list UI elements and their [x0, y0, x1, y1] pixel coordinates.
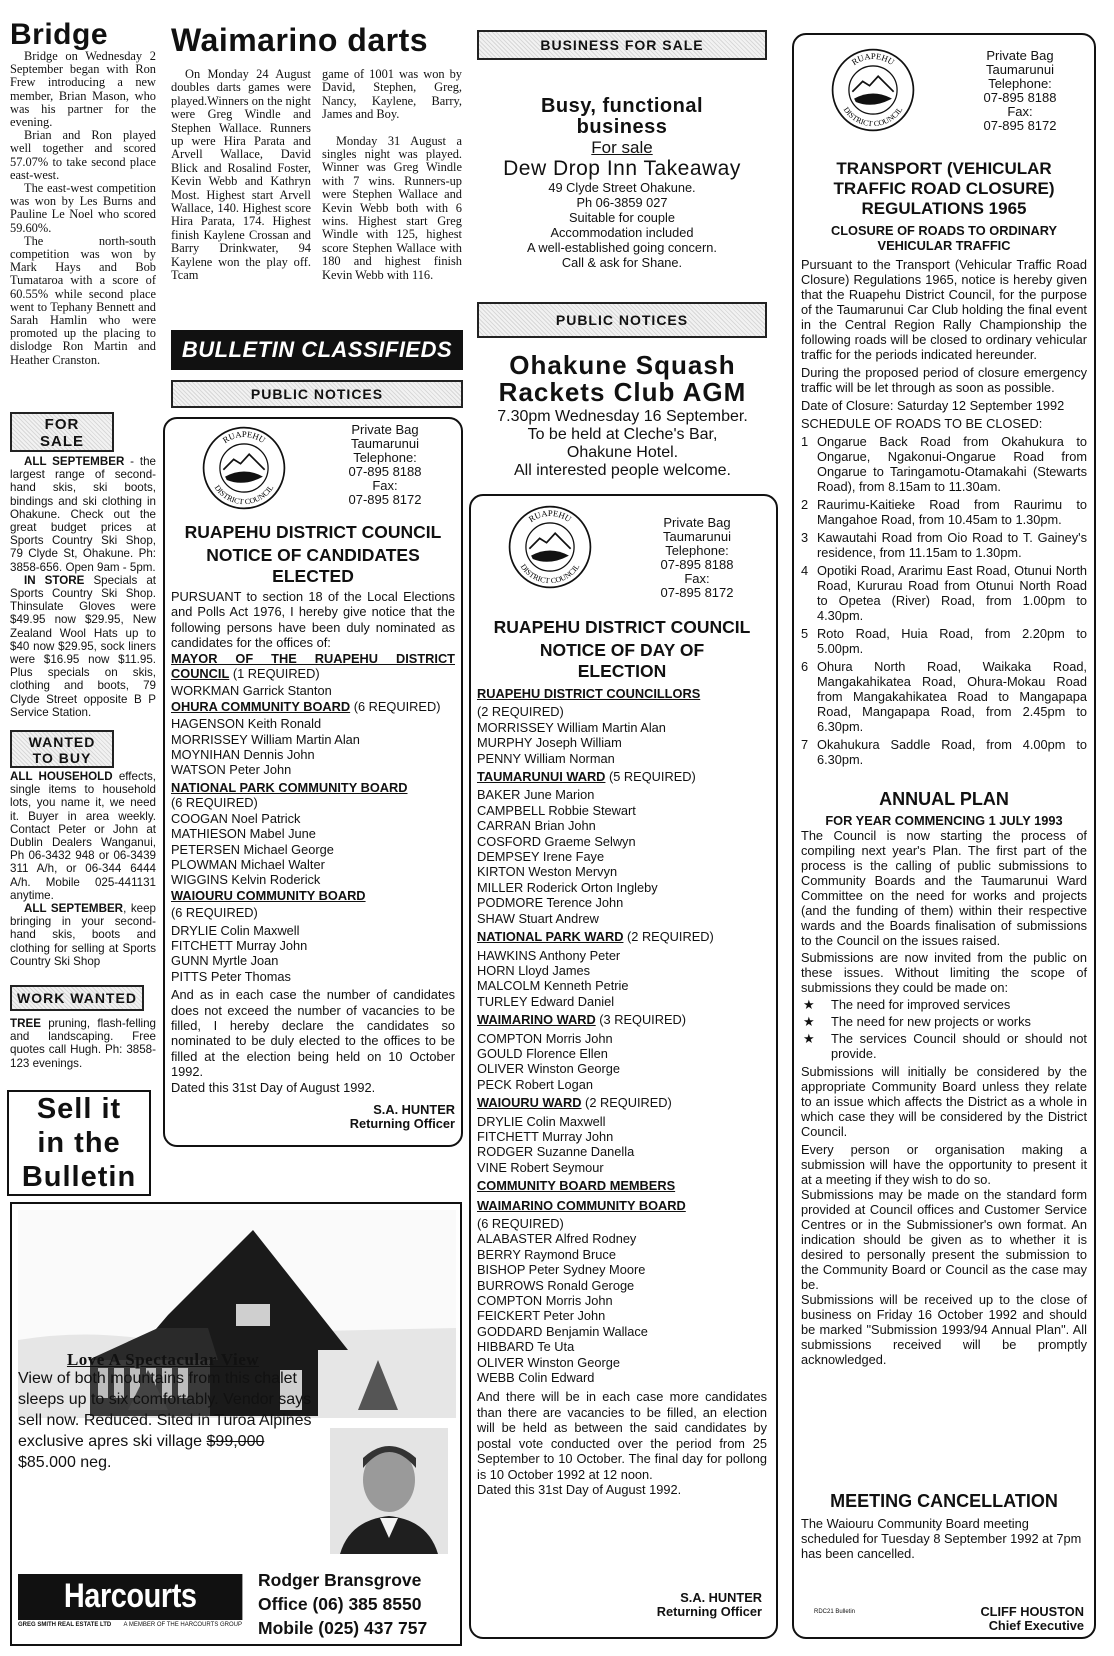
plan-paragraph: Submissions are now invited from the public on these issues. Without limiting the scope of submissions they could be made on:	[801, 950, 1087, 995]
required-count: (2 REQUIRED)	[623, 929, 714, 945]
road-number: 4	[801, 563, 809, 578]
signer-name: CLIFF HOUSTON	[980, 1604, 1084, 1619]
candidate-name: GUNN Myrtle Joan	[171, 953, 279, 969]
agent-mobile-phone: Mobile (025) 437 757	[258, 1618, 428, 1638]
promo-line: Sell it	[36, 1093, 122, 1125]
candidate-name: FITCHETT Murray John	[477, 1128, 614, 1144]
required-count: (5 REQUIRED)	[605, 769, 696, 785]
required-count: (6 REQUIRED)	[171, 795, 258, 811]
council-contact	[960, 49, 1080, 133]
squash-line: 7.30pm Wednesday 16 September.	[497, 408, 748, 425]
section-heading	[171, 780, 455, 795]
council-logo	[830, 47, 916, 138]
candidate-name: BISHOP Peter Sydney Moore	[477, 1262, 646, 1278]
squash-title: Ohakune Squash	[509, 350, 736, 380]
road-text: Ohura North Road, Waikaka Road, Mangakahikatea Road, Ohura-Mokau Road from Mangakahikatea Road to Mangapapa Road, Mangapapa Road, from 2.45pm to 6.30pm.	[817, 659, 1087, 734]
classified-text: pruning, flash-felling and landscaping. Free quotes call Hugh. Ph: 3858-123 evenings.	[10, 1017, 156, 1070]
required-count: (2 REQUIRED)	[581, 1095, 672, 1111]
business-line: Call & ask for Shane.	[561, 255, 683, 270]
traffic-paragraph: During the proposed period of closure emergency traffic will be let through as soon as possible.	[801, 365, 1087, 395]
logo-bottom-text: DISTRICT COUNCIL	[212, 483, 276, 507]
candidate-name: KIRTON Weston Mervyn	[477, 864, 618, 880]
section-heading	[171, 651, 455, 682]
meeting-cancellation-text: The Waiouru Community Board meeting scheduled for Tuesday 8 September 1992 at 7pm has been cancelled.	[801, 1516, 1082, 1561]
logo-top-text: RUAPEHU	[526, 508, 574, 525]
road-item	[801, 626, 1087, 656]
candidate-name: CAMPBELL Robbie Stewart	[477, 802, 636, 818]
classified-text: Specials at Sports Country Ski Shop. Thinsulate Gloves were $49.95 now $29.95, New Zealand Wool Hats up to $40 now $29.95, sock liners were $16.95 now $11.95. Plus specials on skis, clothing and boots, 79 Clyde Street opposite B P Service Station.	[10, 573, 157, 719]
plan-paragraph: The Council is now starting the process of compiling next year's Plan. The first part of the process is the calling of public submissions to Community Boards and the Taumarunui Ward Committee on the need for works and projects (and the funding of them) within their respective wards and the Boards finalisation of submissions to the Council on the issues raised.	[801, 828, 1087, 948]
logo-top-text: RUAPEHU	[220, 429, 268, 446]
classified-ad	[10, 770, 156, 902]
council-logo-icon	[507, 504, 593, 590]
section-heading	[477, 686, 767, 701]
section-heading	[477, 1012, 767, 1027]
old-price: $99,000	[206, 1433, 265, 1450]
road-number: 7	[801, 737, 809, 752]
squash-title: Rackets Club AGM	[498, 377, 747, 407]
candidate-name: WIGGINS Kelvin Roderick	[171, 872, 321, 888]
contact-line: Telephone:	[665, 543, 729, 558]
notice-closing: And as in each case the number of candidates does not exceed the number of vacancies to be filled, I hereby declare the candidates so nominated to be duly elected to the offices to be filled at the election being held on 10 October 1992.	[171, 987, 455, 1080]
candidate-name: COMPTON Morris John	[477, 1293, 613, 1309]
candidate-name: OLIVER Winston George	[477, 1354, 620, 1370]
classified-ad	[10, 574, 156, 719]
bridge-paragraph: Brian and Ron played well together and scored 57.07% to take second place east-west.	[10, 128, 156, 182]
candidate-name: COSFORD Graeme Selwyn	[477, 833, 636, 849]
classified-text: effects, single items to household lots, you name it, we need it. Buyer in area weekly. Contact Peter or John at Dublin Dealers Wanganui, Ph 06-3432 948 or 06-3439 311 A/h, or 06-344 6444 A/h. Mobile 025-441131 anytime.	[10, 770, 157, 902]
candidate-name: MILLER Roderick Orton Ingleby	[477, 879, 658, 895]
section-heading-text: OHURA COMMUNITY BOARD	[171, 698, 351, 714]
traffic-paragraph: Pursuant to the Transport (Vehicular Traffic Road Closure) Regulations 1965, notice is hereby given that the Ruapehu District Council, for the purpose of the Taumarunui Car Club holding the final event in the Central Region Rally Championship the following roads will be closed to ordinary vehicular traffic for the periods indicated hereunder.	[801, 257, 1087, 362]
darts-headline: Waimarino darts	[171, 22, 429, 58]
for-sale-label	[10, 412, 114, 452]
classified-ad	[10, 455, 156, 574]
notice-closing: And there will be in each case more candidates than there are vacancies to be filled, an election will be held as between the said candidates by postal vote conducted over the period from 25 September to 10 October. The final day for pollong is 10 October 1992 at 12 noon.	[477, 1389, 767, 1482]
candidate-name: TURLEY Edward Daniel	[477, 993, 615, 1009]
promo-line: in the	[37, 1127, 121, 1159]
plan-paragraph: Submissions may be made on the standard form provided at Council offices and Customer Service Centres or in the Submissioner's own format. An indication should be given as to whether it is desired to personally present the submission to the Community Board or Council as the case may be.	[801, 1187, 1087, 1292]
road-item	[801, 659, 1087, 734]
notice-day-of-election	[469, 494, 778, 1639]
candidate-name: WATSON Peter John	[171, 762, 292, 778]
section-heading-text: WAIOURU WARD	[477, 1095, 582, 1111]
darts-paragraph: game of 1001 was won by David, Stephen, Greg, Nancy, Kaylene, Barry, James and Boy.	[322, 67, 462, 122]
classified-lead: ALL SEPTEMBER	[24, 902, 124, 916]
plan-bullet	[801, 1031, 1087, 1061]
section-heading-text: MAYOR OF THE RUAPEHU DISTRICT COUNCIL	[171, 650, 455, 682]
plan-paragraph: Submissions will initially be considered by the appropriate Community Board unless they relate to an issue which affects the District as a whole in which case they will be considered by the District Council.	[801, 1064, 1087, 1139]
road-number: 2	[801, 497, 809, 512]
candidate-name: PENNY William Norman	[477, 750, 615, 766]
candidate-name: SHAW Stuart Andrew	[477, 910, 599, 926]
road-item	[801, 434, 1087, 494]
plan-bullet	[801, 1014, 1087, 1029]
classified-lead: ALL HOUSEHOLD	[10, 770, 113, 783]
candidate-name: GOULD Florence Ellen	[477, 1045, 608, 1061]
notice-title: NOTICE OF DAY OF ELECTION	[539, 640, 705, 681]
candidate-name: BURROWS Ronald Geroge	[477, 1277, 635, 1293]
plan-bullet-text: The services Council should or should not provide.	[831, 1031, 1087, 1061]
council-notices-traffic-annual-plan	[792, 33, 1096, 1639]
candidate-name: WORKMAN Garrick Stanton	[171, 683, 332, 699]
star-icon: ★	[803, 1014, 815, 1029]
section-heading	[477, 1178, 767, 1193]
for-sale-label-line: SALE	[39, 433, 84, 450]
council-logo	[507, 504, 593, 595]
contact-line: 07-895 8172	[983, 118, 1057, 133]
classified-lead: IN STORE	[24, 573, 85, 587]
required-count: (2 REQUIRED)	[477, 704, 564, 720]
candidate-name: PLOWMAN Michael Walter	[171, 856, 325, 872]
logo-bottom-text: DISTRICT COUNCIL	[841, 105, 905, 129]
candidate-name: HAWKINS Anthony Peter	[477, 947, 621, 963]
star-icon: ★	[803, 1031, 815, 1046]
candidate-name: DEMPSEY Irene Faye	[477, 849, 605, 865]
road-text: Raurimu-Kaitieke Road from Raurimu to Mangahoe Road, from 10.45am to 1.30pm.	[817, 497, 1087, 527]
harcourts-logo: Harcourts	[18, 1574, 242, 1620]
candidate-name: MALCOLM Kenneth Petrie	[477, 978, 629, 994]
work-wanted-ads	[10, 1017, 156, 1070]
candidate-name: MATHIESON Mabel June	[171, 826, 316, 842]
bridge-paragraph: The north-south competition was won by Mark Hays and Bob Tumataroa with a score of 60.55% while second place went to Tephany Bennett and Sarah Hamlin who were promoted up the placing to dislodge Ron Martin and Heather Cranston.	[10, 233, 156, 367]
section-heading	[477, 1198, 767, 1213]
candidate-name: DRYLIE Colin Maxwell	[477, 1113, 606, 1129]
road-text: Opotiki Road, Ararimu East Road, Otunui North Road, Kururau Road from Otunui North Road to Opetea (River) Road, from 1.00pm to 4.30pm.	[817, 563, 1087, 623]
meeting-cancellation-title: MEETING CANCELLATION	[830, 1491, 1058, 1511]
required-count: (1 REQUIRED)	[229, 666, 320, 682]
candidate-name: RODGER Suzanne Danella	[477, 1144, 635, 1160]
road-text: Ongarue Back Road from Okahukura to Ongarue, Ngakonui-Ongarue Road from Ongarue to Taringamotu-Otamakahi (Stewarts Road), from 8.15am to 11.30am.	[817, 434, 1087, 494]
section-heading-text: WAIMARINO WARD	[477, 1012, 596, 1028]
road-item	[801, 737, 1087, 767]
candidate-name: GODDARD Benjamin Wallace	[477, 1323, 648, 1339]
darts-paragraph: Monday 31 August a singles night was played. Winner was Greg Windle with 7 wins. Runners-up were Stephen Wallace and Kevin Webb both with 6 wins. Highest start Greg Windle with 125, highest score Stephen Wallace with 180 and highest finish Kevin Webb with 116.	[322, 133, 462, 282]
candidate-name: CARRAN Brian John	[477, 818, 596, 834]
agent-name: Rodger Bransgrove	[258, 1570, 422, 1590]
for-sale-ads	[10, 455, 156, 719]
section-heading	[477, 1095, 767, 1110]
road-number: 6	[801, 659, 809, 674]
candidate-name: MORRISSEY William Martin Alan	[171, 731, 360, 747]
classified-text: - the largest range of second-hand skis, ski boots, bindings and ski clothing in Ohakune. Check out the great budget prices at Sports Country Ski Shop, 79 Clyde St, Ohakune. Ph: 3858-656. Open 9am - 5pm.	[10, 455, 156, 574]
candidate-name: FITCHETT Murray John	[171, 937, 308, 953]
candidate-name: MORRISSEY William Martin Alan	[477, 719, 666, 735]
contact-line: Taumarunui	[986, 62, 1054, 77]
brand-subtitle: GREG SMITH REAL ESTATE LTD	[18, 1622, 112, 1628]
plan-paragraph: Every person or organisation making a submission will have the opportunity to present it at a meeting if they wish to do so.	[801, 1142, 1087, 1187]
contact-line: Fax:	[372, 478, 398, 493]
candidate-name: HIBBARD Te Uta	[477, 1339, 575, 1355]
star-icon: ★	[803, 997, 815, 1012]
traffic-title: TRANSPORT (VEHICULAR TRAFFIC ROAD CLOSURE) REGULATIONS 1965	[833, 159, 1055, 218]
notice-candidates-elected	[163, 417, 463, 1147]
agent-portrait-icon	[330, 1428, 448, 1554]
candidate-name: PETERSEN Michael George	[171, 841, 334, 857]
business-line: 49 Clyde Street Ohakune.	[548, 180, 696, 195]
business-line: Suitable for couple	[569, 210, 675, 225]
traffic-paragraph: Date of Closure: Saturday 12 September 1992	[801, 398, 1065, 413]
road-text: Roto Road, Huia Road, from 2.20pm to 5.00pm.	[817, 626, 1087, 656]
candidate-name: OLIVER Winston George	[477, 1061, 620, 1077]
classified-text: , keep bringing in your second-hand skis, boots and clothing for selling at Sports Country Ski Shop	[10, 902, 156, 968]
ad-body	[18, 1368, 318, 1473]
signer-title: Chief Executive	[988, 1618, 1084, 1633]
plan-bullet	[801, 997, 1087, 1012]
candidate-name: COOGAN Noel Patrick	[171, 810, 301, 826]
road-number: 3	[801, 530, 809, 545]
squash-line: Ohakune Hotel.	[566, 444, 679, 461]
plan-bullet-text: The need for improved services	[831, 997, 1011, 1012]
section-heading	[477, 769, 767, 784]
bridge-article	[10, 50, 156, 367]
public-notices-label: PUBLIC NOTICES	[171, 380, 463, 408]
signer-title: Returning Officer	[656, 1604, 762, 1619]
business-line: Accommodation included	[550, 225, 694, 240]
candidate-name: PODMORE Terence John	[477, 895, 624, 911]
plan-paragraph: Submissions will be received up to the close of business on Friday 16 October 1992 and should be marked "Submission 1993/94 Annual Plan". All submissions received will be promptly acknowledged.	[801, 1292, 1087, 1367]
contact-line: Private Bag	[986, 48, 1054, 63]
council-name: RUAPEHU DISTRICT COUNCIL	[493, 617, 751, 637]
wanted-label-line: WANTED	[28, 734, 96, 750]
darts-article-col2	[322, 68, 462, 282]
contact-line: Fax:	[684, 571, 710, 586]
contact-line: Private Bag	[663, 515, 731, 530]
contact-line: Telephone:	[353, 450, 417, 465]
ad-description: View of both mountains from this chalet sleeps up to six comfortably. Vendor says sell now. Reduced. Sited in Turoa Alpines exclusive apres ski village	[18, 1370, 312, 1450]
candidate-name: PECK Robert Logan	[477, 1076, 593, 1092]
traffic-subtitle: CLOSURE OF ROADS TO ORDINARY VEHICULAR TRAFFIC	[830, 223, 1058, 253]
classifieds-banner: BULLETIN CLASSIFIEDS	[171, 330, 463, 370]
section-heading-text: WAIOURU COMMUNITY BOARD	[171, 887, 366, 903]
agent-photo	[330, 1428, 448, 1554]
council-logo-icon	[830, 47, 916, 133]
real-estate-ad	[10, 1202, 462, 1646]
road-item	[801, 530, 1087, 560]
darts-paragraph: On Monday 24 August doubles darts games were played.Winners on the night were Greg Windle and Stephen Wallace. Runners up were Hira Parata and Arvell Wallace, David Blick and Rosalind Foster, Kevin Webb and Kathryn Most. Highest start Arvell Wallace, 140. Highest score Hira Parata, 174. Highest finish Kaylene Crossan and Barry Drinkwater, 94 Kaylene won the play off. Tcam	[171, 67, 311, 283]
required-count: (3 REQUIRED)	[595, 1012, 687, 1028]
contact-line: Taumarunui	[351, 436, 419, 451]
section-heading	[477, 929, 767, 944]
section-heading	[171, 699, 455, 714]
council-name: RUAPEHU DISTRICT COUNCIL	[184, 522, 442, 542]
ad-code: RDC21 Bulletin	[814, 1609, 856, 1615]
section-heading-text: NATIONAL PARK COMMUNITY BOARD	[171, 779, 408, 795]
required-count: (6 REQUIRED)	[477, 1216, 564, 1231]
classified-ad	[10, 1017, 156, 1070]
work-wanted-label: WORK WANTED	[10, 985, 144, 1011]
council-contact	[637, 516, 757, 600]
candidate-name: MURPHY Joseph William	[477, 735, 622, 751]
business-name: Dew Drop Inn Takeaway	[503, 157, 741, 180]
business-headline: Busy, functional business	[540, 95, 704, 138]
contact-line: 07-895 8172	[660, 585, 734, 600]
bridge-paragraph: Bridge on Wednesday 2 September began with Ron Frew introducing a new member, Brian Mason, who was his partner for the evening.	[10, 49, 156, 130]
wanted-label-line: TO BUY	[32, 750, 92, 766]
council-contact	[325, 423, 445, 507]
roads-list	[801, 434, 1087, 767]
road-text: Kawautahi Road from Oio Road to T. Gainey's residence, from 11.15am to 1.30pm.	[817, 530, 1087, 560]
brand-note: A MEMBER OF THE HARCOURTS GROUP	[123, 1622, 242, 1628]
ad-headline: Love A Spectacular View	[66, 1350, 260, 1369]
business-line: A well-established going concern.	[527, 240, 717, 255]
contact-line: 07-895 8172	[348, 492, 422, 507]
candidate-name: BAKER June Marion	[477, 787, 595, 803]
business-line: Ph 06-3859 027	[576, 195, 668, 210]
signer-name: S.A. HUNTER	[373, 1102, 455, 1117]
candidate-name: HORN Lloyd James	[477, 962, 591, 978]
classified-lead: ALL SEPTEMBER	[24, 455, 125, 468]
section-heading-text: COMMUNITY BOARD MEMBERS	[477, 1178, 676, 1194]
required-count: (6 REQUIRED)	[171, 905, 258, 921]
schedule-heading: SCHEDULE OF ROADS TO BE CLOSED:	[801, 416, 1043, 431]
road-item	[801, 563, 1087, 623]
bridge-paragraph: The east-west competition was won by Les Burns and Pauline Le Noel who scored 59.60%.	[10, 181, 156, 235]
logo-top-text: RUAPEHU	[849, 51, 897, 68]
candidate-name: DRYLIE Colin Maxwell	[171, 922, 300, 938]
candidate-name: WEBB Colin Edward	[477, 1370, 595, 1386]
annual-plan-title: ANNUAL PLAN	[879, 789, 1009, 809]
section-heading-text: NATIONAL PARK WARD	[477, 929, 624, 945]
candidate-name: MOYNIHAN Dennis John	[171, 747, 315, 763]
contact-line: 07-895 8188	[983, 90, 1057, 105]
candidate-name: FEICKERT Peter John	[477, 1308, 606, 1324]
road-text: Okahukura Saddle Road, from 4.00pm to 6.30pm.	[817, 737, 1087, 767]
public-notices-label: PUBLIC NOTICES	[477, 302, 767, 338]
road-number: 5	[801, 626, 809, 641]
candidate-name: ALABASTER Alfred Rodney	[477, 1231, 637, 1247]
logo-bottom-text: DISTRICT COUNCIL	[518, 562, 582, 586]
signer-title: Returning Officer	[349, 1116, 455, 1131]
candidate-name: BERRY Raymond Bruce	[477, 1246, 616, 1262]
candidate-name: COMPTON Morris John	[477, 1030, 613, 1046]
contact-line: Telephone:	[988, 76, 1052, 91]
section-heading-text: TAUMARUNUI WARD	[477, 769, 606, 785]
new-price: $85.000 neg.	[18, 1454, 112, 1471]
council-logo	[201, 425, 287, 516]
wanted-to-buy-label	[10, 730, 114, 768]
road-number: 1	[801, 434, 809, 449]
signer-name: S.A. HUNTER	[680, 1590, 762, 1605]
contact-line: Private Bag	[351, 422, 419, 437]
notice-dated: Dated this 31st Day of August 1992.	[171, 1079, 376, 1095]
agent-office-phone: Office (06) 385 8550	[258, 1594, 422, 1614]
promo-line: Bulletin	[21, 1161, 137, 1193]
business-subhead: For sale	[591, 138, 653, 157]
squash-line: All interested people welcome.	[513, 462, 731, 479]
annual-plan-subtitle: FOR YEAR COMMENCING 1 JULY 1993	[825, 813, 1063, 828]
wanted-ads	[10, 770, 156, 968]
notice-dated: Dated this 31st Day of August 1992.	[477, 1481, 682, 1497]
required-count: (6 REQUIRED)	[350, 698, 441, 714]
notice-title: NOTICE OF CANDIDATES ELECTED	[206, 545, 420, 586]
darts-article-col1	[171, 68, 311, 283]
section-heading	[171, 888, 455, 903]
candidate-name: VINE Robert Seymour	[477, 1159, 604, 1175]
business-for-sale-label: BUSINESS FOR SALE	[477, 30, 767, 60]
business-for-sale-ad	[477, 96, 767, 270]
contact-line: Taumarunui	[663, 529, 731, 544]
council-logo-icon	[201, 425, 287, 511]
section-heading-text: WAIMARINO COMMUNITY BOARD	[477, 1197, 686, 1213]
candidate-name: PITTS Peter Thomas	[171, 968, 291, 984]
contact-line: 07-895 8188	[348, 464, 422, 479]
sell-it-in-bulletin-promo	[7, 1090, 151, 1196]
for-sale-label-line: FOR	[44, 416, 80, 433]
classified-lead: TREE	[10, 1017, 41, 1030]
agent-contact	[258, 1568, 458, 1640]
road-item	[801, 497, 1087, 527]
section-heading-text: RUAPEHU DISTRICT COUNCILLORS	[477, 686, 701, 701]
bridge-headline: Bridge	[10, 18, 109, 51]
plan-bullet-text: The need for new projects or works	[831, 1014, 1031, 1029]
candidate-name: HAGENSON Keith Ronald	[171, 716, 322, 732]
squash-club-agm-notice	[470, 352, 775, 480]
contact-line: 07-895 8188	[660, 557, 734, 572]
contact-line: Fax:	[1007, 104, 1033, 119]
squash-line: To be held at Cleche's Bar,	[527, 426, 718, 443]
notice-intro: PURSUANT to section 18 of the Local Elections and Polls Act 1976, I hereby give notice that the following persons have been duly nominated as candidates for the offices of:	[171, 589, 455, 651]
classified-ad	[10, 902, 156, 968]
